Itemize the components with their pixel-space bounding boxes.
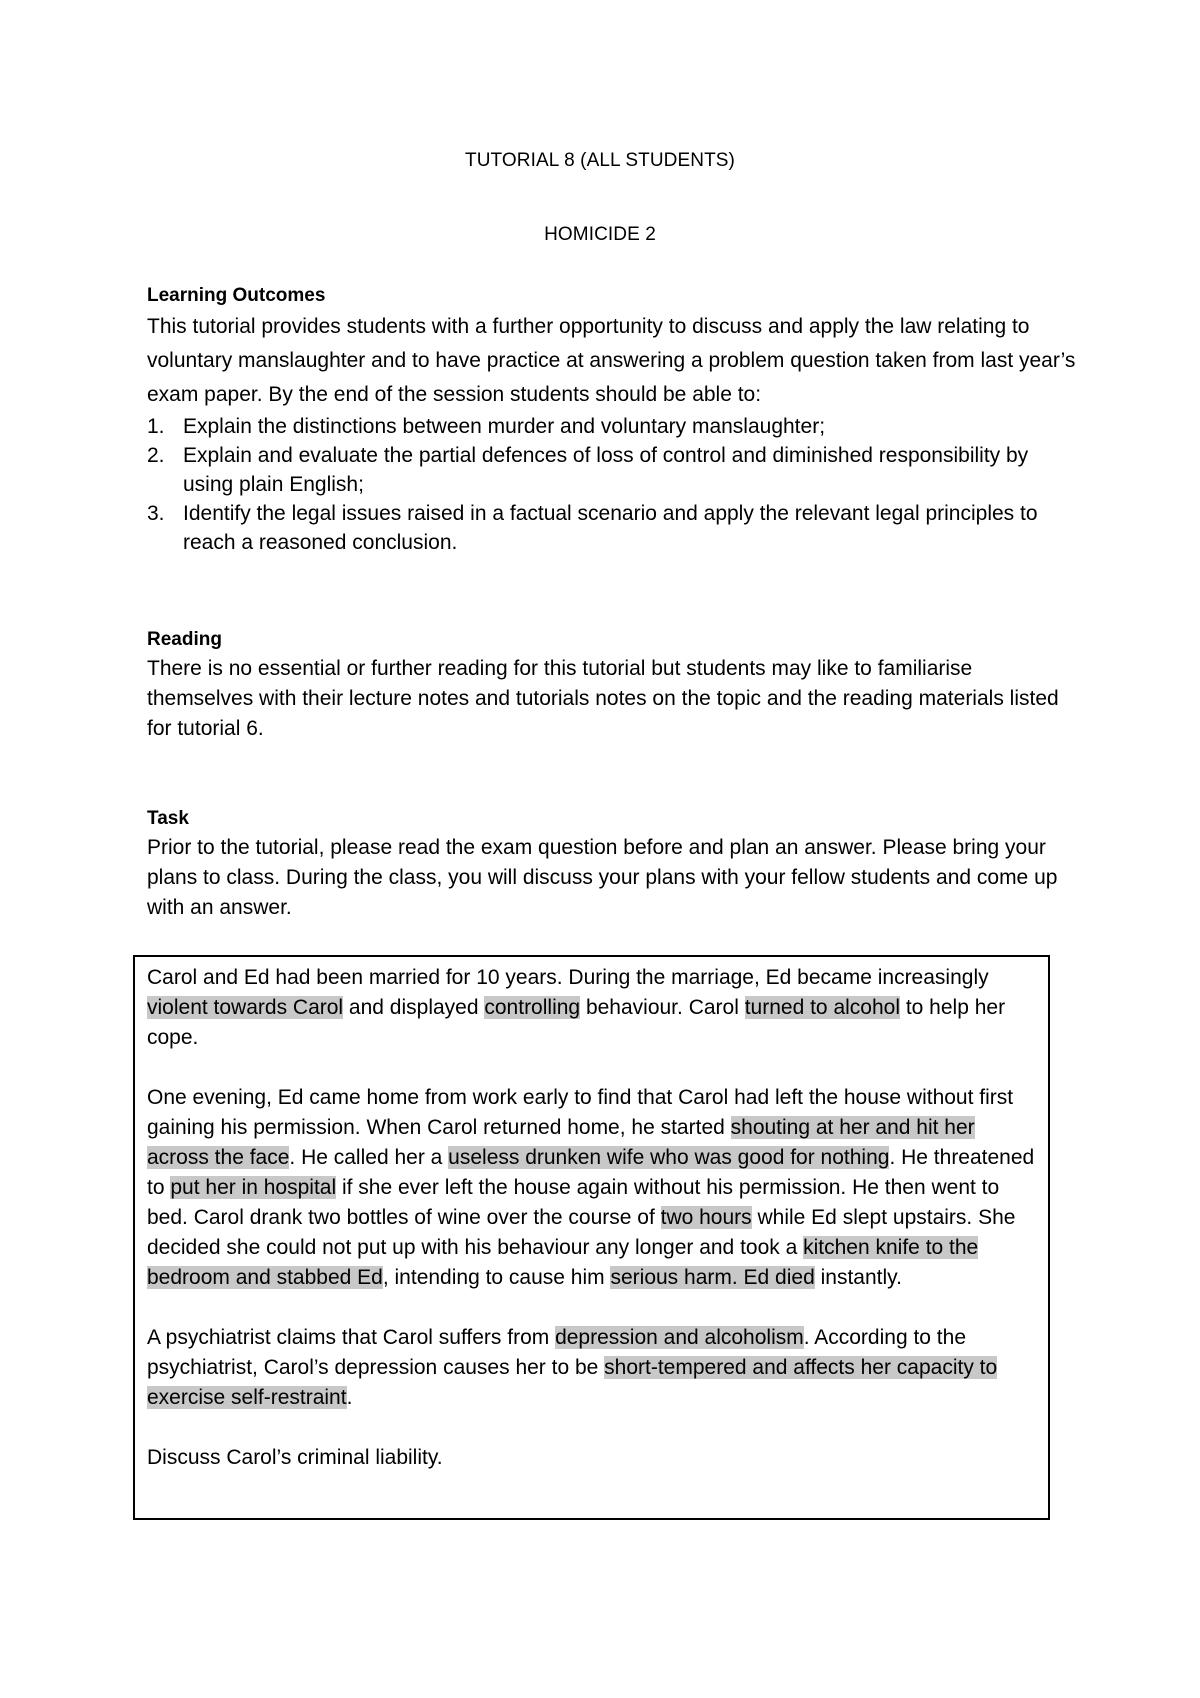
scenario-text: , intending to cause him bbox=[382, 1266, 611, 1289]
learning-outcomes-section bbox=[147, 282, 1077, 557]
reading-section bbox=[147, 626, 1077, 744]
highlighted-text: put her in hospital bbox=[170, 1176, 337, 1199]
scenario-text: A psychiatrist claims that Carol suffers from bbox=[147, 1326, 556, 1349]
task-section bbox=[147, 805, 1077, 923]
outcome-number: 3. bbox=[147, 502, 165, 525]
scenario-text: instantly. bbox=[814, 1266, 902, 1289]
learning-outcomes-heading: Learning Outcomes bbox=[147, 285, 326, 306]
scenario-paragraph-1 bbox=[147, 963, 1036, 1053]
highlighted-text: violent towards Carol bbox=[147, 996, 344, 1019]
reading-text: There is no essential or further reading for this tutorial but students may like to familiarise themselves with their lecture notes and tutorials notes on the topic and the reading materials listed for tutorial 6. bbox=[147, 657, 1059, 740]
highlighted-text: kitchen knife to the bedroom and stabbed Ed bbox=[147, 1236, 979, 1289]
scenario-text: behaviour. Carol bbox=[580, 996, 745, 1019]
outcome-text: Identify the legal issues raised in a factual scenario and apply the relevant legal principles to reach a reasoned conclusion. bbox=[183, 502, 1038, 554]
highlighted-text: turned to alcohol bbox=[744, 996, 900, 1019]
task-heading: Task bbox=[147, 808, 189, 829]
task-text: Prior to the tutorial, please read the exam question before and plan an answer. Please bring your plans to class. During the class, you will discuss your plans with your fellow students and come up with an answer. bbox=[147, 836, 1058, 919]
outcome-item bbox=[147, 412, 1077, 441]
highlighted-text: shouting at her and hit her across the face bbox=[147, 1116, 975, 1169]
scenario-text: . According to the psychiatrist, Carol’s depression causes her to be bbox=[147, 1326, 967, 1379]
scenario-text: . bbox=[346, 1386, 353, 1409]
learning-outcomes-list bbox=[147, 412, 1077, 557]
outcome-item bbox=[147, 499, 1077, 557]
scenario-text: if she ever left the house again without his permission. He then went to bed. Carol drank two bottles of wine over the course of bbox=[147, 1176, 1000, 1229]
outcome-number: 1. bbox=[147, 415, 165, 438]
scenario-text: . He called her a bbox=[289, 1146, 449, 1169]
highlighted-text: short-tempered and affects her capacity to exercise self-restraint bbox=[147, 1356, 998, 1409]
scenario-text: while Ed slept upstairs. She decided she could not put up with his behaviour any longer and took a bbox=[147, 1206, 1016, 1259]
scenario-text: and displayed bbox=[343, 996, 485, 1019]
outcome-item bbox=[147, 441, 1077, 499]
scenario-paragraph-2 bbox=[147, 1083, 1036, 1293]
outcome-text: Explain and evaluate the partial defences of loss of control and diminished responsibility by using plain English; bbox=[183, 444, 1029, 496]
highlighted-text: depression and alcoholism bbox=[555, 1326, 804, 1349]
scenario-text: . He threatened to bbox=[147, 1146, 1035, 1199]
scenario-text: One evening, Ed came home from work early to find that Carol had left the house without first gaining his permission. When Carol returned home, he started bbox=[147, 1086, 1014, 1139]
scenario-text: to help her cope. bbox=[147, 996, 1006, 1049]
learning-outcomes-intro: This tutorial provides students with a further opportunity to discuss and apply the law relating to voluntary manslaughter and to have practice at answering a problem question taken from last year’s exam paper. By the end of the session students should be able to: bbox=[147, 315, 1076, 406]
reading-heading: Reading bbox=[147, 629, 222, 650]
outcome-text: Explain the distinctions between murder and voluntary manslaughter; bbox=[183, 415, 826, 438]
highlighted-text: controlling bbox=[484, 996, 581, 1019]
document-title: TUTORIAL 8 (ALL STUDENTS) bbox=[465, 150, 735, 171]
scenario-paragraph-3 bbox=[147, 1323, 1036, 1413]
highlighted-text: serious harm. Ed died bbox=[610, 1266, 815, 1289]
scenario-text: Carol and Ed had been married for 10 years. During the marriage, Ed became increasingly bbox=[147, 966, 989, 989]
exam-question-box bbox=[133, 955, 1050, 1520]
document-subtitle: HOMICIDE 2 bbox=[544, 224, 656, 245]
scenario-question: Discuss Carol’s criminal liability. bbox=[147, 1446, 443, 1469]
highlighted-text: useless drunken wife who was good for nothing bbox=[448, 1146, 890, 1169]
highlighted-text: two hours bbox=[660, 1206, 752, 1229]
outcome-number: 2. bbox=[147, 444, 165, 467]
